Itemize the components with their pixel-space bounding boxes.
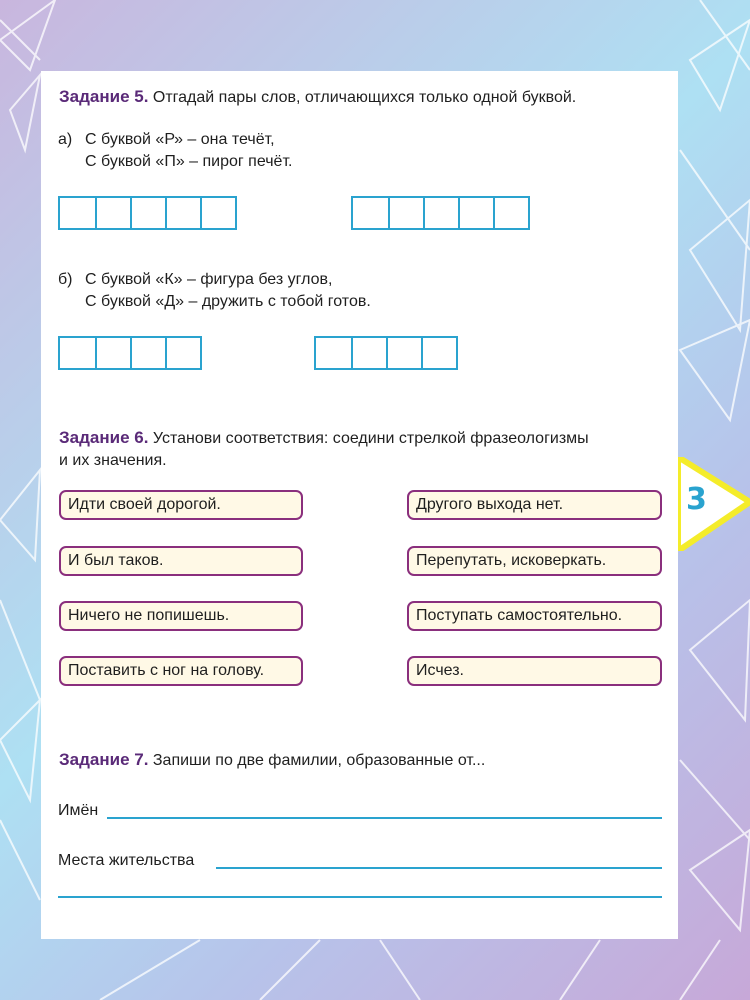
letter-cell[interactable] bbox=[351, 338, 386, 368]
phrase-left-2[interactable]: И был таков. bbox=[59, 546, 303, 576]
task7-heading bbox=[59, 750, 485, 770]
phrase-left-1[interactable]: Идти своей дорогой. bbox=[59, 490, 303, 520]
answer-cells-5a-2[interactable] bbox=[351, 196, 530, 230]
letter-cell[interactable] bbox=[95, 198, 130, 228]
phrase-left-3[interactable]: Ничего не попишешь. bbox=[59, 601, 303, 631]
letter-cell[interactable] bbox=[423, 198, 458, 228]
answer-cells-5b-1[interactable] bbox=[58, 336, 202, 370]
letter-cell[interactable] bbox=[165, 338, 200, 368]
letter-cell[interactable] bbox=[458, 198, 493, 228]
letter-cell[interactable] bbox=[60, 338, 95, 368]
letter-cell[interactable] bbox=[130, 198, 165, 228]
letter-cell[interactable] bbox=[95, 338, 130, 368]
answer-cells-5b-2[interactable] bbox=[314, 336, 458, 370]
task5b-marker: б) bbox=[58, 271, 73, 288]
page-number: 3 bbox=[686, 482, 707, 517]
task5a-line2: С буквой «П» – пирог печёт. bbox=[85, 153, 293, 170]
task5b-line1: С буквой «К» – фигура без углов, bbox=[85, 271, 333, 288]
task6-text-line2: и их значения. bbox=[59, 452, 167, 469]
task5b-line2: С буквой «Д» – дружить с тобой готов. bbox=[85, 293, 371, 310]
task7-text: Запиши по две фамилии, образованные от... bbox=[152, 752, 486, 769]
meaning-right-2[interactable]: Перепутать, исковеркать. bbox=[407, 546, 662, 576]
task7-label: Задание 7. bbox=[59, 750, 149, 769]
write-line-names[interactable] bbox=[107, 817, 662, 819]
workbook-page bbox=[41, 71, 678, 939]
task6-heading bbox=[59, 428, 589, 448]
letter-cell[interactable] bbox=[353, 198, 388, 228]
meaning-right-4[interactable]: Исчез. bbox=[407, 656, 662, 686]
letter-cell[interactable] bbox=[130, 338, 165, 368]
letter-cell[interactable] bbox=[60, 198, 95, 228]
task5-label: Задание 5. bbox=[59, 87, 149, 106]
write-line-places-1[interactable] bbox=[216, 867, 662, 869]
answer-cells-5a-1[interactable] bbox=[58, 196, 237, 230]
task5-text: Отгадай пары слов, отличающихся только одной буквой. bbox=[152, 89, 577, 106]
field1-label: Имён bbox=[58, 802, 99, 819]
task6-label: Задание 6. bbox=[59, 428, 149, 447]
letter-cell[interactable] bbox=[165, 198, 200, 228]
meaning-right-1[interactable]: Другого выхода нет. bbox=[407, 490, 662, 520]
write-line-places-2[interactable] bbox=[58, 896, 662, 898]
task5a-marker: а) bbox=[58, 131, 73, 148]
field2-label: Места жительства bbox=[58, 852, 195, 869]
letter-cell[interactable] bbox=[316, 338, 351, 368]
phrase-left-4[interactable]: Поставить с ног на голову. bbox=[59, 656, 303, 686]
letter-cell[interactable] bbox=[388, 198, 423, 228]
task5a-line1: С буквой «Р» – она течёт, bbox=[85, 131, 275, 148]
letter-cell[interactable] bbox=[200, 198, 235, 228]
letter-cell[interactable] bbox=[421, 338, 456, 368]
letter-cell[interactable] bbox=[386, 338, 421, 368]
task5-heading bbox=[59, 87, 576, 107]
task6-text-line1: Установи соответствия: соедини стрелкой фразеологизмы bbox=[152, 430, 589, 447]
meaning-right-3[interactable]: Поступать самостоятельно. bbox=[407, 601, 662, 631]
letter-cell[interactable] bbox=[493, 198, 528, 228]
